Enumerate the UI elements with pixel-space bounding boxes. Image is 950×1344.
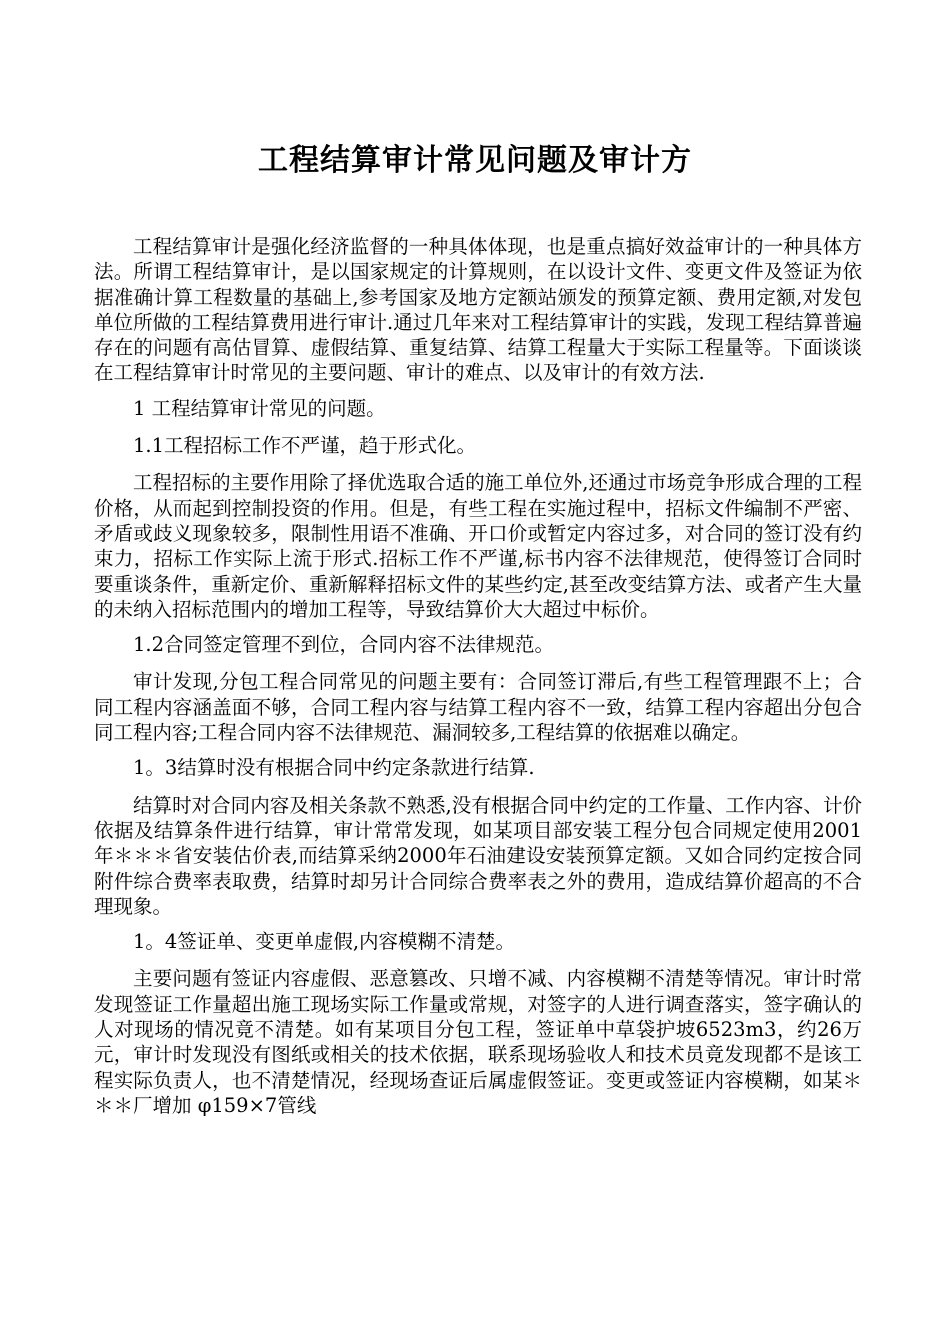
section-heading-1-3: 1。3结算时没有根据合同中约定条款进行结算.: [133, 756, 535, 780]
section-heading-1: 1 工程结算审计常见的问题。: [133, 396, 386, 420]
paragraph-settlement: 结算时对合同内容及相关条款不熟悉,没有根据合同中约定的工作量、工作内容、计价依据及结算条件进行结算，审计常常发现，如某项目部安装工程分包合同规定使用2001年＊＊＊省安装估价表,而结算采纳2000年石油建设安装预算定额。又如合同约定按合同附件综合费率表取费，结算时却另计合同综合费率表之外的费用，造成结算价超高的不合理现象。: [94, 793, 862, 918]
section-heading-1-4: 1。4签证单、变更单虚假,内容模糊不清楚。: [133, 930, 516, 954]
document-title: 工程结算审计常见问题及审计方: [258, 143, 692, 178]
paragraph-contract: 审计发现,分包工程合同常见的问题主要有：合同签订滞后,有些工程管理跟不上；合同工程内容涵盖面不够，合同工程内容与结算工程内容不一致，结算工程内容超出分包合同工程内容;工程合同内容不法律规范、漏洞较多,工程结算的依据难以确定。: [94, 670, 862, 745]
paragraph-intro: 工程结算审计是强化经济监督的一种具体体现，也是重点搞好效益审计的一种具体方法。所谓工程结算审计，是以国家规定的计算规则，在以设计文件、变更文件及签证为依据准确计算工程数量的基础上,参考国家及地方定额站颁发的预算定额、费用定额,对发包单位所做的工程结算费用进行审计.通过几年来对工程结算审计的实践，发现工程结算普遍存在的问题有高估冒算、虚假结算、重复结算、结算工程量大于实际工程量等。下面谈谈在工程结算审计时常见的主要问题、审计的难点、以及审计的有效方法.: [94, 235, 862, 385]
section-heading-1-2: 1.2合同签定管理不到位，合同内容不法律规范。: [133, 633, 555, 657]
paragraph-visa: 主要问题有签证内容虚假、恶意篡改、只增不减、内容模糊不清楚等情况。审计时常发现签证工作量超出施工现场实际工作量或常规，对签字的人进行调查落实，签字确认的人对现场的情况竟不清楚。如有某项目分包工程，签证单中草袋护坡6523m3，约26万元，审计时发现没有图纸或相关的技术依据，联系现场验收人和技术员竟发现都不是该工程实际负责人，也不清楚情况，经现场查证后属虚假签证。变更或签证内容模糊，如某＊＊＊厂增加 φ159×7管线: [94, 967, 862, 1117]
section-heading-1-1: 1.1工程招标工作不严谨，趋于形式化。: [133, 434, 477, 458]
paragraph-bidding: 工程招标的主要作用除了择优选取合适的施工单位外,还通过市场竞争形成合理的工程价格，从而起到控制投资的作用。但是，有些工程在实施过程中，招标文件编制不严密、矛盾或歧义现象较多，限制性用语不准确、开口价或暂定内容过多，对合同的签订没有约束力，招标工作实际上流于形式.招标工作不严谨,标书内容不法律规范，使得签订合同时要重谈条件，重新定价、重新解释招标文件的某些约定,甚至改变结算方法、或者产生大量的未纳入招标范围内的增加工程等，导致结算价大大超过中标价。: [94, 471, 862, 621]
document-body: [94, 234, 862, 1128]
